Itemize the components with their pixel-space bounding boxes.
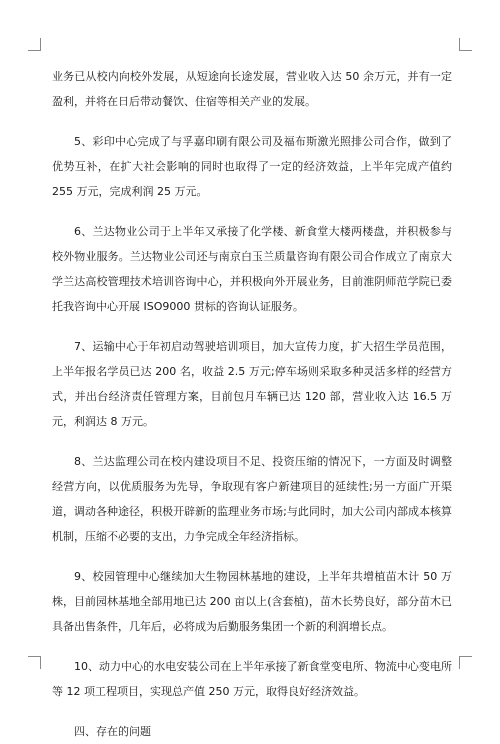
paragraph-item-6: 6、兰达物业公司于上半年又承接了化学楼、新食堂大楼两楼盘，并积极参与校外物业服务。兰达物业公司还与南京白玉兰质量咨询有限公司合作成立了南京大学兰达高校管理技术培训咨询中心，并积极向外开展业务，目前淮阴师范学院已委托我咨询中心开展 ISO9000 贯标的咨询认证服务。 <box>52 225 452 313</box>
paragraph-item-9: 9、校园管理中心继续加大生物园林基地的建设，上半年共增植苗木计 50 万株，目前园林基地全部用地已达 200 亩以上(含套植)，苗木长势良好，部分苗木已具备出售条件，几年后，必将成为后勤服务集团一个新的利润增长点。 <box>52 570 452 633</box>
paragraph-item-10: 10、动力中心的水电安装公司在上半年承接了新食堂变电所、物流中心变电所等 12 项工程项目，实现总产值 250 万元，取得良好经济效益。 <box>52 660 452 698</box>
paragraph-item-5: 5、彩印中心完成了与孚嘉印刷有限公司及福布斯激光照排公司合作，做到了优势互补，在扩大社会影响的同时也取得了一定的经济效益，上半年完成产值约 255 万元，完成利润 25 万元。 <box>52 135 452 198</box>
document-body <box>52 64 452 744</box>
paragraph-continued: 业务已从校内向校外发展，从短途向长途发展，营业收入达 50 余万元，并有一定盈利，并将在日后带动餐饮、住宿等相关产业的发展。 <box>52 70 452 108</box>
crop-mark-bottom-left <box>28 656 41 669</box>
crop-mark-bottom-right <box>459 656 472 669</box>
crop-mark-top-left <box>28 38 41 51</box>
crop-mark-top-right <box>459 38 472 51</box>
section-heading: 四、存在的问题 <box>74 725 151 738</box>
paragraph-item-8: 8、兰达监理公司在校内建设项目不足、投资压缩的情况下，一方面及时调整经营方向，以优质服务为先导，争取现有客户新建项目的延续性;另一方面广开渠道，调动各种途径，积极开辟新的监理业务市场;与此同时，加大公司内部成本核算机制，压缩不必要的支出，力争完成全年经济指标。 <box>52 455 452 543</box>
paragraph-item-7: 7、运输中心于年初启动驾驶培训项目，加大宣传力度，扩大招生学员范围，上半年报名学员已达 200 名，收益 2.5 万元;停车场则采取多种灵活多样的经营方式，并出台经济责任管理方案，目前包月车辆已达 120 部，营业收入达 16.5 万元，利润达 8 万元。 <box>52 340 452 428</box>
